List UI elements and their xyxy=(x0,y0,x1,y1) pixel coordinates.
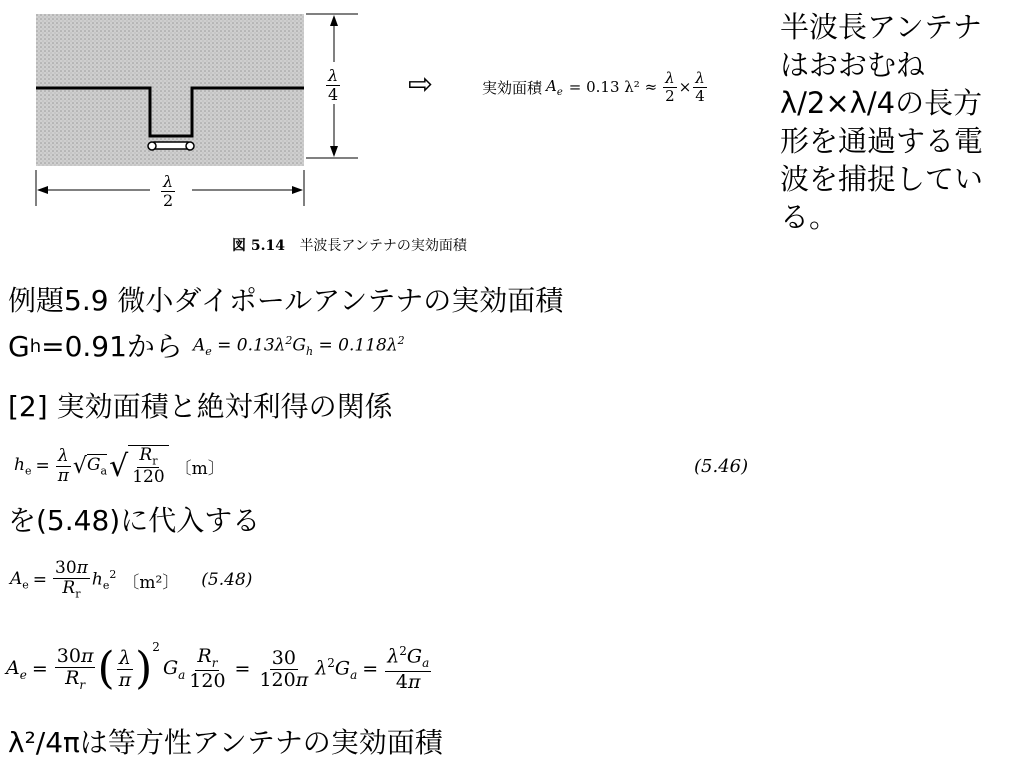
conclusion-text: λ²/4πは等方性アンテナの実効面積 xyxy=(8,726,443,759)
figure-caption xyxy=(232,235,467,255)
example-title: 例題5.9 微小ダイポールアンテナの実効面積 xyxy=(8,284,564,317)
equation-5-48: $A_e$ = $\frac{30\pi}{R_r}$ $h_e^2$ 〔m²〕 (5.48) xyxy=(10,558,253,601)
equation-5-48-unit: 〔m²〕 xyxy=(122,572,180,593)
implies-arrow-icon: ⇨ xyxy=(408,67,434,102)
side-note-line: 波を捕捉してい xyxy=(780,162,984,196)
section-heading: [2] 実効面積と絶対利得の関係 xyxy=(8,390,393,423)
side-note-line: る。 xyxy=(780,200,839,234)
dimension-lambda-over-4: $\frac{\lambda}{4}$ xyxy=(328,66,339,104)
substitute-text: を(5.48)に代入する xyxy=(8,504,261,537)
side-note-line: λ/2×λ/4の長方 xyxy=(780,86,983,120)
effective-area-formula: 実効面積 $A_e$ = 0.13 λ² ≈ $\frac{\lambda}{2}$ × $\frac{\lambda}{4}$ xyxy=(482,69,705,105)
effective-area-label: 実効面積 xyxy=(482,78,543,97)
caption-number: 図 5.14 xyxy=(232,238,285,254)
caption-text: 半波長アンテナの実効面積 xyxy=(299,238,467,254)
side-note xyxy=(780,8,1020,236)
equation-5-46: $h_e$ = $\frac{\lambda}{\pi}$ √ $G_a$ √ $\frac{R_r}{120}$ 〔m〕 xyxy=(14,444,225,488)
dimension-lambda-over-2: $\frac{\lambda}{2}$ xyxy=(163,172,174,210)
effective-area-value: = 0.13 λ² ≈ xyxy=(568,78,658,96)
antenna-diagram xyxy=(28,10,373,210)
side-note-line: 半波長アンテナ xyxy=(780,10,982,44)
side-note-line: はおおむね xyxy=(780,48,926,82)
equation-5-46-number: (5.46) xyxy=(694,456,749,477)
equation-5-46-unit: 〔m〕 xyxy=(174,458,225,479)
antenna-figure xyxy=(28,10,373,210)
side-note-line: 形を通過する電 xyxy=(780,124,984,158)
derived-equation: $A_e$ = $\frac{30\pi}{R_r}$ ( $\frac{\lambda}{\pi}$ ) $^2$ $G_a$ $\frac{R_r}{120}$ = $\frac{30}{120\pi}$ $\lambda^2G_a$ = $\frac{\lambda^2G_a}{4\pi}$ xyxy=(6,640,430,694)
equation-5-48-number: (5.48) xyxy=(201,570,253,590)
example-gain-line: G h =0.91から $A_e = 0.13\lambda^2G_h = 0.118\lambda^2$ xyxy=(8,324,405,369)
example-formula: $A_e = 0.13\lambda^2G_h = 0.118\lambda^2$ xyxy=(192,334,405,359)
